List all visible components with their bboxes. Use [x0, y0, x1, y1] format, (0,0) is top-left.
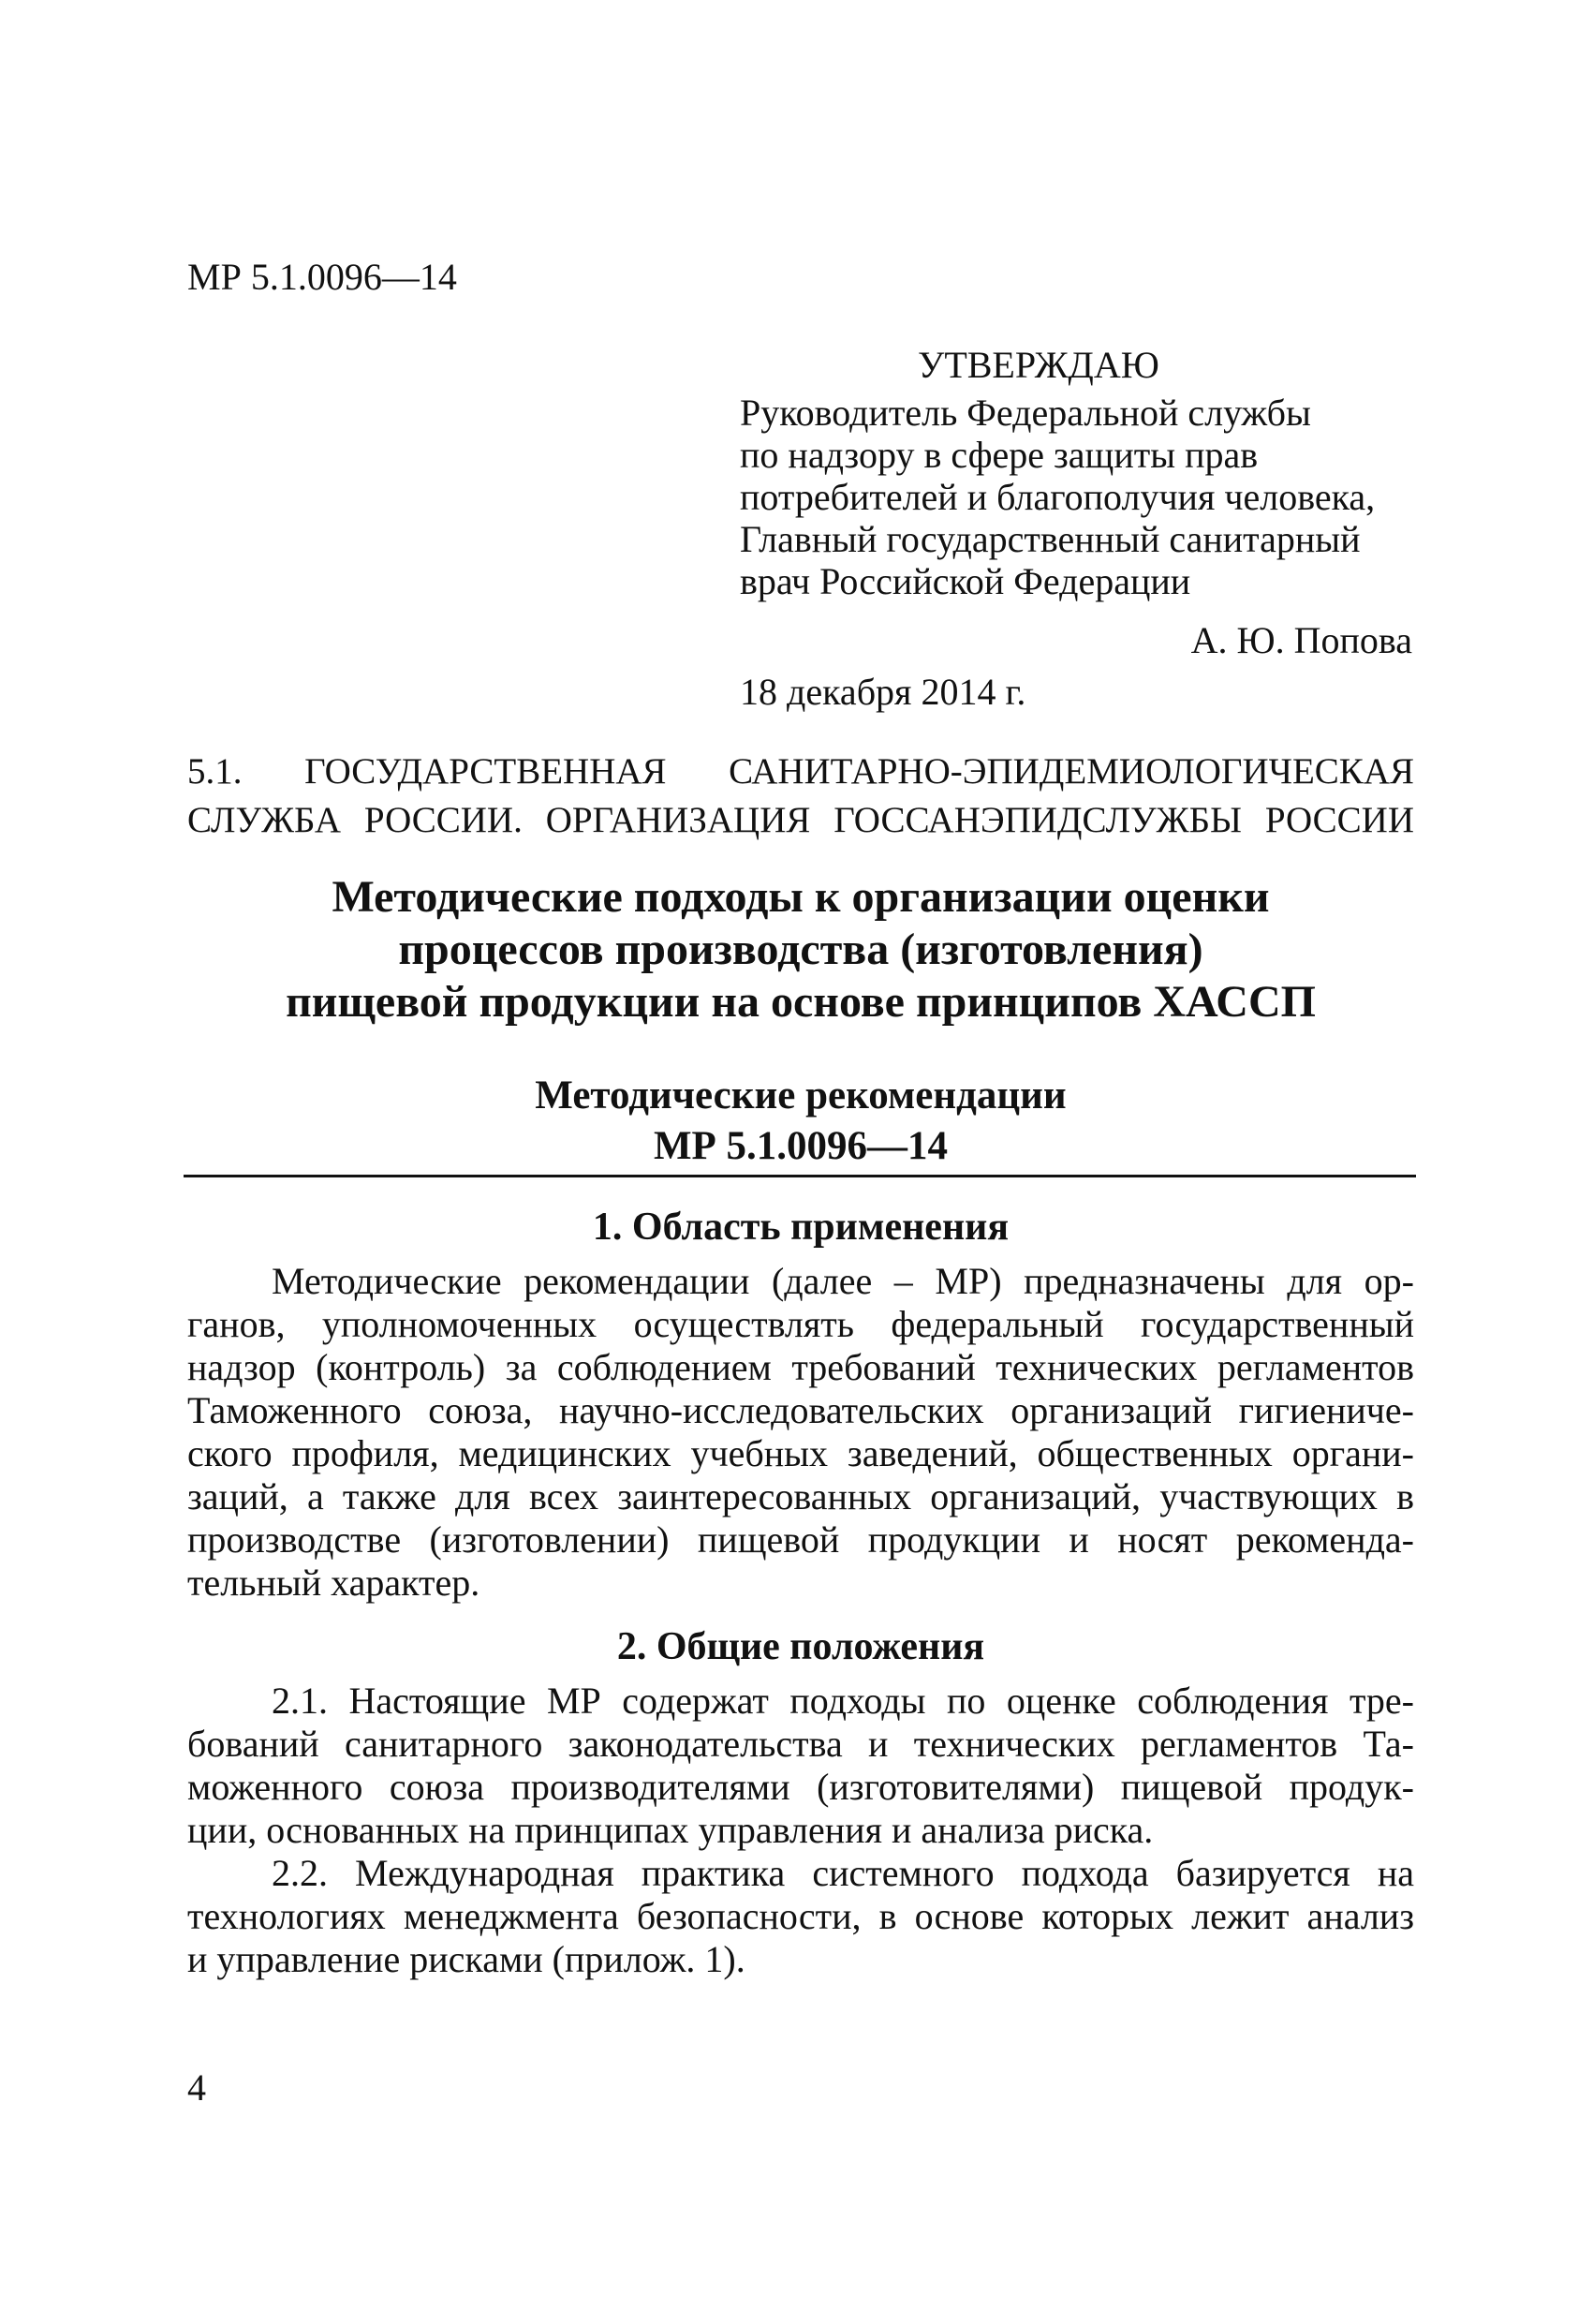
- document-type: [187, 1071, 1414, 1172]
- section-1-paragraph: [187, 1260, 1414, 1605]
- section-caption-line: 5.1. ГОСУДАРСТВЕННАЯ САНИТАРНО-ЭПИДЕМИОЛОГИЧЕСКАЯ: [187, 751, 1414, 792]
- section-2-paragraph-2: [187, 1852, 1414, 1981]
- paragraph-line: моженного союза производителями (изготовителями) пищевой продук-: [187, 1766, 1414, 1808]
- approval-line: по надзору в сфере защиты прав: [740, 434, 1259, 476]
- approval-line: Главный государственный санитарный: [740, 518, 1361, 560]
- section-caption-line: СЛУЖБА РОССИИ. ОРГАНИЗАЦИЯ ГОССАНЭПИДСЛУЖБЫ РОССИИ: [187, 800, 1414, 840]
- document-title-line: Методические подходы к организации оценки: [332, 872, 1270, 922]
- paragraph-line: заций, а также для всех заинтересованных организаций, участвующих в: [187, 1475, 1414, 1517]
- document-title-line: пищевой продукции на основе принципов ХАССП: [286, 977, 1316, 1027]
- paragraph-line: ского профиля, медицинских учебных заведений, общественных органи-: [187, 1432, 1414, 1474]
- paragraph-line: технологиях менеджмента безопасности, в основе которых лежит анализ: [187, 1895, 1414, 1937]
- section-2-paragraph-1: [187, 1680, 1414, 1852]
- paragraph-line: Таможенного союза, научно-исследовательских организаций гигиениче-: [187, 1389, 1414, 1431]
- paragraph-line: производстве (изготовлении) пищевой продукции и носят рекоменда-: [187, 1518, 1414, 1561]
- paragraph-line: ции, основанных на принципах управления и анализа риска.: [187, 1809, 1154, 1851]
- paragraph-line: Методические рекомендации (далее – МР) предназначены для ор-: [272, 1260, 1414, 1302]
- paragraph-line: и управление рисками (прилож. 1).: [187, 1938, 745, 1980]
- paragraph-line: ганов, уполномоченных осуществлять федеральный государственный: [187, 1303, 1414, 1345]
- paragraph-line: 2.1. Настоящие МР содержат подходы по оценке соблюдения тре-: [272, 1680, 1414, 1722]
- section-1-heading: 1. Область применения: [592, 1206, 1010, 1249]
- document-title-line: процессов производства (изготовления): [398, 925, 1203, 974]
- document-type-code: МР 5.1.0096—14: [653, 1124, 949, 1168]
- document-title: [187, 871, 1414, 1029]
- section-caption: [187, 748, 1414, 845]
- page-number: 4: [187, 2066, 206, 2109]
- approval-title: УТВЕРЖДАЮ: [918, 344, 1159, 386]
- approval-signer: А. Ю. Попова: [1190, 619, 1412, 661]
- header-doc-code: МР 5.1.0096—14: [187, 256, 457, 298]
- approval-date: 18 декабря 2014 г.: [740, 671, 1026, 713]
- paragraph-line: бований санитарного законодательства и технических регламентов Та-: [187, 1723, 1414, 1765]
- paragraph-line: надзор (контроль) за соблюдением требований технических регламентов: [187, 1346, 1414, 1388]
- horizontal-rule: [184, 1175, 1416, 1177]
- paragraph-line: 2.2. Международная практика системного подхода базируется на: [272, 1852, 1414, 1894]
- section-2-heading: 2. Общие положения: [616, 1625, 985, 1668]
- paragraph-line: тельный характер.: [187, 1562, 480, 1604]
- document-type-label: Методические рекомендации: [535, 1073, 1067, 1118]
- approval-block: [740, 341, 1414, 713]
- approval-line: Руководитель Федеральной службы: [740, 392, 1311, 434]
- approval-line: врач Российской Федерации: [740, 560, 1191, 602]
- approval-line: потребителей и благополучия человека,: [740, 476, 1376, 518]
